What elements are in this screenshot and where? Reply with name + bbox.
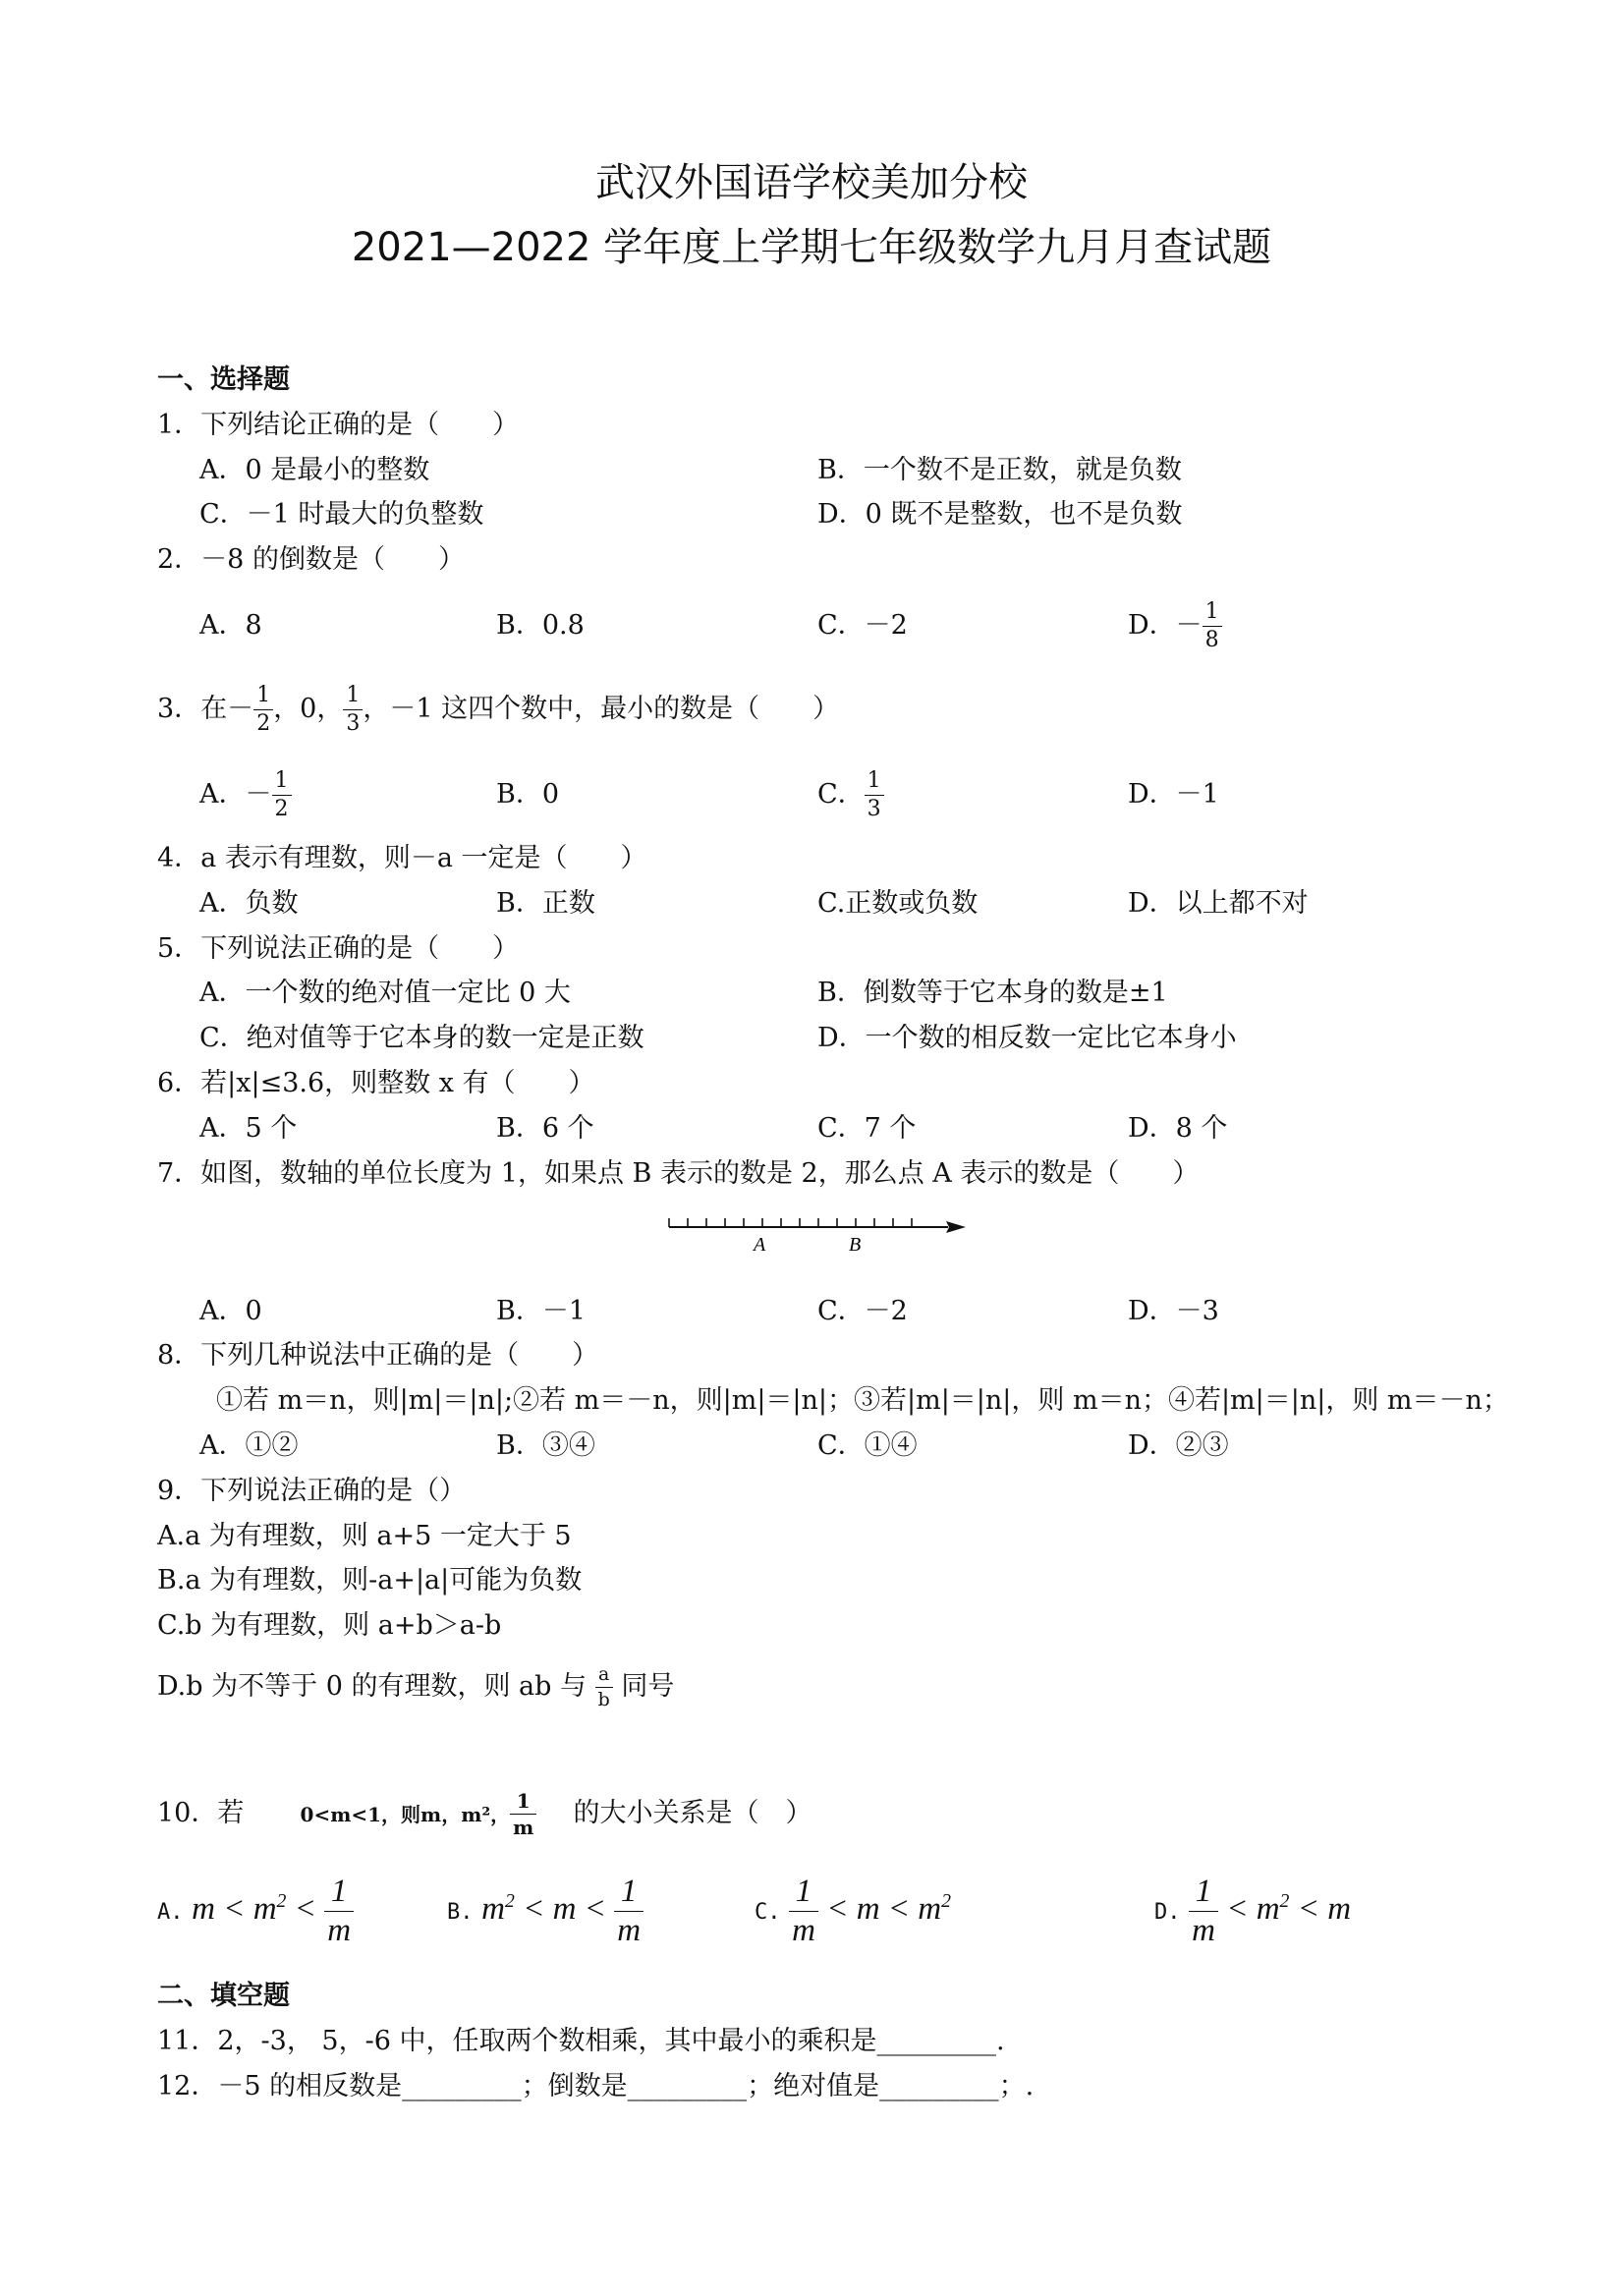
- q3-c-prefix: C．: [817, 779, 865, 810]
- q3-option-a: [199, 761, 292, 828]
- q2-option-b: B．0.8: [496, 610, 585, 641]
- q6-option-c: C．7 个: [817, 1113, 917, 1144]
- q1-option-a: A．0 是最小的整数: [199, 455, 430, 485]
- q10-option-a: A. $m < m^2$ < $\frac{1}{m}$: [157, 1862, 354, 1952]
- q10-cond-den: m: [513, 1816, 534, 1839]
- point-b-label: B: [849, 1234, 862, 1256]
- q5-option-c: C．绝对值等于它本身的数一定是正数: [199, 1023, 644, 1053]
- q5-option-d: D．一个数的相反数一定比它本身小: [817, 1023, 1237, 1053]
- section-choice-heading: 一、选择题: [157, 364, 290, 395]
- q10-option-b: B. $m^2 < m$ < $\frac{1}{m}$: [447, 1862, 644, 1952]
- q4-option-d: D．以上都不对: [1128, 888, 1309, 919]
- number-line-axis: [669, 1218, 966, 1233]
- q3-stem-mid: ，0，: [273, 694, 344, 724]
- q1-option-b: B．一个数不是正数，就是负数: [817, 455, 1182, 485]
- q4-option-c: C.正数或负数: [817, 888, 979, 919]
- point-a-label: A: [754, 1234, 766, 1256]
- q8-option-b: B．③④: [496, 1430, 595, 1461]
- q10-cond-num: 1: [510, 1791, 536, 1815]
- q9-d-den: b: [597, 1689, 610, 1710]
- q7-option-c: C．－2: [817, 1296, 908, 1326]
- q2-d-den: 8: [1204, 628, 1219, 652]
- q2-d-num: 1: [1203, 601, 1222, 627]
- q9-d-num: a: [595, 1665, 613, 1688]
- q4-option-b: B．正数: [496, 888, 595, 919]
- q10-option-c: C. $\frac{1}{m}$ < $m < m^2$: [755, 1873, 952, 1948]
- q9-option-b: B.a 为有理数，则-a+|a|可能为负数: [157, 1565, 583, 1596]
- q2-option-a: A．8: [199, 610, 262, 641]
- q10-b-label: B.: [447, 1900, 474, 1925]
- q3-option-d: D．－1: [1128, 779, 1219, 810]
- q5-option-b: B．倒数等于它本身的数是±1: [817, 978, 1168, 1008]
- q10-stem: [157, 1782, 812, 1846]
- q10-cond-fraction: [510, 1791, 536, 1837]
- q6-option-a: A．5 个: [199, 1113, 298, 1144]
- q8-statements: ①若 m＝n，则|m|＝|n|;②若 m＝－n，则|m|＝|n|；③若|m|＝|n|，则 m＝n；④若|m|＝|n|，则 m＝－n；: [216, 1385, 1509, 1416]
- q11-text: 11．2，-3， 5，-6 中，任取两个数相乘，其中最小的乘积是_________.: [157, 2026, 1005, 2056]
- q1-stem: 1．下列结论正确的是（ ）: [157, 410, 520, 440]
- q3-option-c: [817, 761, 884, 828]
- q9-d-fraction: [595, 1665, 613, 1709]
- q3-a-prefix: A．－: [199, 779, 272, 810]
- q10-a-label: A.: [157, 1900, 184, 1925]
- q3-c-fraction: [865, 770, 884, 820]
- q3-a-fraction: [272, 770, 292, 820]
- q7-option-b: B．－1: [496, 1296, 587, 1326]
- q2-option-c: C．－2: [817, 610, 908, 641]
- q8-option-d: D．②③: [1128, 1430, 1229, 1461]
- q1-option-d: D．0 既不是整数，也不是负数: [817, 499, 1183, 530]
- q9-d-post: 同号: [621, 1671, 675, 1702]
- exam-title: 2021—2022 学年度上学期七年级数学九月月查试题: [351, 225, 1272, 270]
- q6-option-d: D．8 个: [1128, 1113, 1228, 1144]
- section-fill-heading: 二、填空题: [157, 1981, 290, 2011]
- q8-option-a: A．①②: [199, 1430, 299, 1461]
- q3-a-num: 1: [272, 770, 292, 796]
- q6-stem: 6．若|x|≤3.6，则整数 x 有（ ）: [157, 1068, 595, 1098]
- q2-d-fraction: [1203, 601, 1222, 651]
- q3-a-den: 2: [274, 797, 289, 821]
- q3-frac-1: [253, 685, 273, 735]
- q3-frac-2: [343, 685, 363, 735]
- q4-option-a: A．负数: [199, 888, 299, 919]
- q3-frac-1-den: 2: [256, 711, 271, 736]
- q2-d-prefix: D．－: [1128, 610, 1203, 641]
- q3-stem-pre: 3．在－: [157, 694, 254, 724]
- q1-option-c: C．－1 时最大的负整数: [199, 499, 484, 530]
- q6-option-b: B．6 个: [496, 1113, 594, 1144]
- q9-d-pre: D.b 为不等于 0 的有理数，则 ab 与: [157, 1671, 588, 1702]
- number-line-figure: [663, 1213, 968, 1268]
- q3-stem: [157, 676, 839, 743]
- q8-stem: 8．下列几种说法中正确的是（ ）: [157, 1340, 599, 1371]
- q4-stem: 4．a 表示有理数，则－a 一定是（ ）: [157, 843, 647, 873]
- q10-c-label: C.: [755, 1900, 781, 1925]
- q9-option-a: A.a 为有理数，则 a+5 一定大于 5: [157, 1521, 572, 1551]
- q10-stem-pre: 10．若: [157, 1798, 245, 1828]
- q9-option-d: [157, 1655, 674, 1718]
- q7-option-a: A．0: [199, 1296, 262, 1326]
- q3-stem-post: ，－1 这四个数中，最小的数是（ ）: [363, 694, 840, 724]
- q3-option-b: B．0: [496, 779, 560, 810]
- q10-d-label: D.: [1154, 1900, 1181, 1925]
- q5-stem: 5．下列说法正确的是（ ）: [157, 933, 520, 964]
- q7-stem: 7．如图，数轴的单位长度为 1，如果点 B 表示的数是 2，那么点 A 表示的数是（ ）: [157, 1158, 1200, 1189]
- q3-frac-1-num: 1: [253, 685, 273, 710]
- q3-c-den: 3: [867, 797, 881, 821]
- school-title: 武汉外国语学校美加分校: [595, 160, 1028, 205]
- q10-condition: 0<m<1，则m，m²，: [300, 1803, 511, 1826]
- q12-text: 12．－5 的相反数是_________；倒数是_________；绝对值是_________；.: [157, 2071, 1035, 2101]
- q10-option-d: D. $\frac{1}{m}$ < $m^2 < m$: [1154, 1873, 1352, 1948]
- q2-stem: 2．－8 的倒数是（ ）: [157, 544, 465, 575]
- q5-option-a: A．一个数的绝对值一定比 0 大: [199, 978, 571, 1008]
- q2-option-d: [1128, 592, 1222, 659]
- q10-stem-post: 的大小关系是（ ）: [573, 1798, 812, 1828]
- q9-stem: 9．下列说法正确的是（）: [157, 1476, 467, 1506]
- q3-frac-2-den: 3: [346, 711, 361, 736]
- q3-c-num: 1: [865, 770, 884, 796]
- q9-option-c: C.b 为有理数，则 a+b＞a-b: [157, 1610, 502, 1641]
- q3-frac-2-num: 1: [343, 685, 363, 710]
- q8-option-c: C．①④: [817, 1430, 918, 1461]
- q7-option-d: D．－3: [1128, 1296, 1219, 1326]
